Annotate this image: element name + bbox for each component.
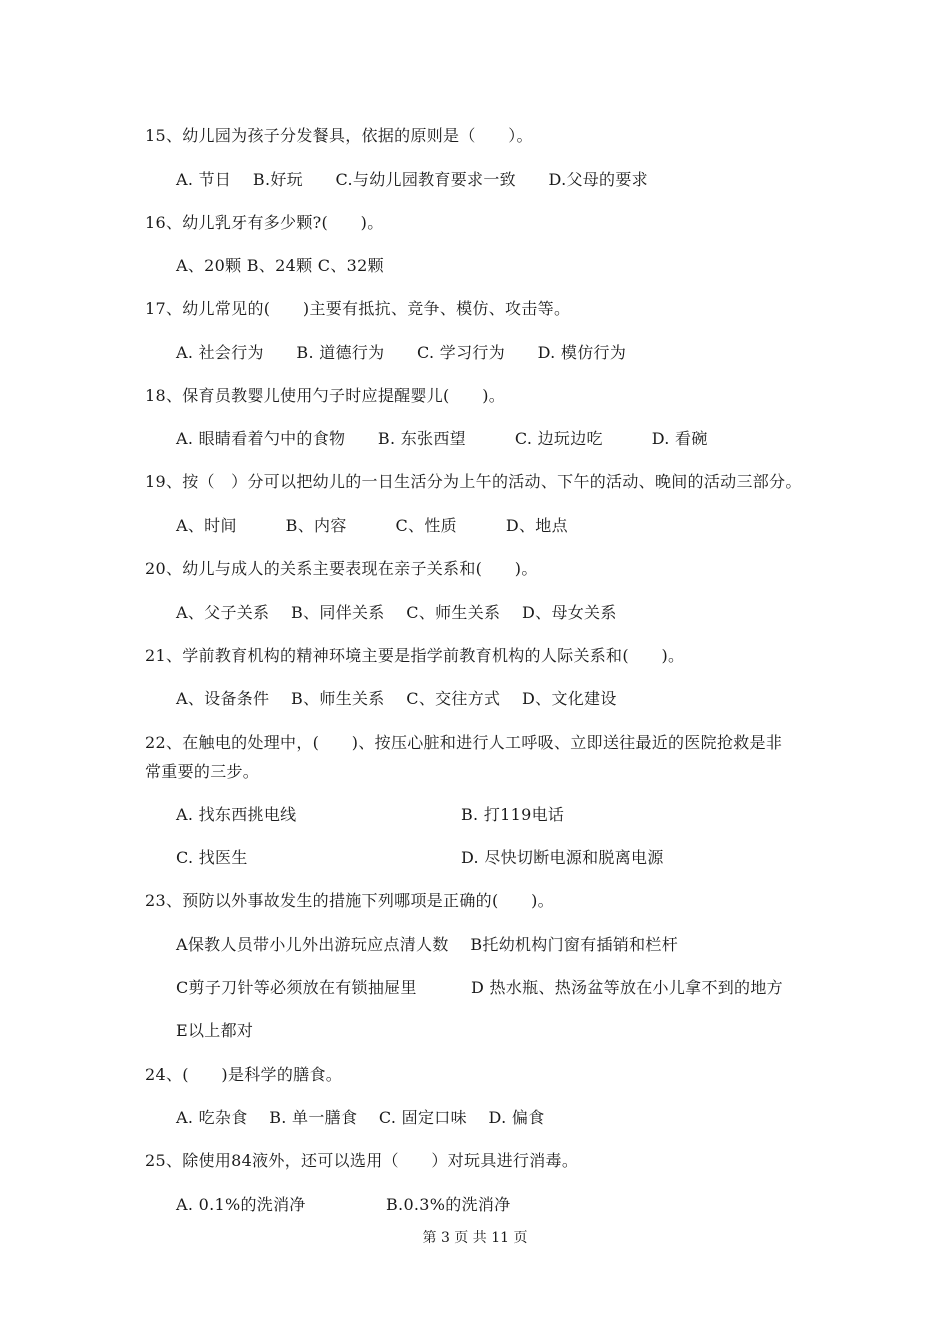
option-23-e: E以上都对 (176, 1021, 254, 1040)
question-23: 23、预防以外事故发生的措施下列哪项是正确的( )。 (145, 891, 554, 910)
option-22-b: B. 打119电话 (461, 805, 565, 824)
option-25-a: A. 0.1%的洗消净 (176, 1195, 306, 1214)
options-17: A. 社会行为 B. 道德行为 C. 学习行为 D. 模仿行为 (176, 343, 627, 362)
options-23-ab: A保教人员带小儿外出游玩应点清人数 B托幼机构门窗有插销和栏杆 (176, 935, 678, 954)
options-18: A. 眼睛看着勺中的食物 B. 东张西望 C. 边玩边吃 D. 看碗 (176, 429, 708, 448)
question-24: 24、( )是科学的膳食。 (145, 1065, 343, 1084)
question-21: 21、学前教育机构的精神环境主要是指学前教育机构的人际关系和( )。 (145, 646, 685, 665)
question-18: 18、保育员教婴儿使用勺子时应提醒婴儿( )。 (145, 386, 506, 405)
page-footer: 第 3 页 共 11 页 (422, 1230, 528, 1246)
question-19: 19、按（ ）分可以把幼儿的一日生活分为上午的活动、下午的活动、晚间的活动三部分。 (145, 472, 802, 491)
question-22-line2: 常重要的三步。 (145, 762, 260, 781)
options-23-cd: C剪子刀针等必须放在有锁抽屉里 D 热水瓶、热汤盆等放在小儿拿不到的地方 (176, 978, 783, 997)
option-22-a: A. 找东西挑电线 (176, 805, 297, 824)
question-20: 20、幼儿与成人的关系主要表现在亲子关系和( )。 (145, 559, 538, 578)
question-22-line1: 22、在触电的处理中，( )、按压心脏和进行人工呼吸、立即送往最近的医院抢救是非 (145, 733, 783, 752)
options-24: A. 吃杂食 B. 单一膳食 C. 固定口味 D. 偏食 (176, 1108, 545, 1127)
options-19: A、时间 B、内容 C、性质 D、地点 (176, 516, 568, 535)
option-22-c: C. 找医生 (176, 848, 248, 867)
question-15: 15、幼儿园为孩子分发餐具，依据的原则是（ ）。 (145, 126, 533, 145)
options-20: A、父子关系 B、同伴关系 C、师生关系 D、母女关系 (176, 603, 617, 622)
question-25: 25、除使用84液外，还可以选用（ ）对玩具进行消毒。 (145, 1151, 579, 1170)
options-15: A. 节日 B.好玩 C.与幼儿园教育要求一致 D.父母的要求 (176, 170, 648, 189)
option-22-d: D. 尽快切断电源和脱离电源 (461, 848, 664, 867)
options-21: A、设备条件 B、师生关系 C、交往方式 D、文化建设 (176, 689, 617, 708)
options-16: A、20颗 B、24颗 C、32颗 (176, 256, 384, 275)
question-16: 16、幼儿乳牙有多少颗?( )。 (145, 213, 384, 232)
option-25-b: B.0.3%的洗消净 (386, 1195, 511, 1214)
question-17: 17、幼儿常见的( )主要有抵抗、竞争、模仿、攻击等。 (145, 299, 571, 318)
